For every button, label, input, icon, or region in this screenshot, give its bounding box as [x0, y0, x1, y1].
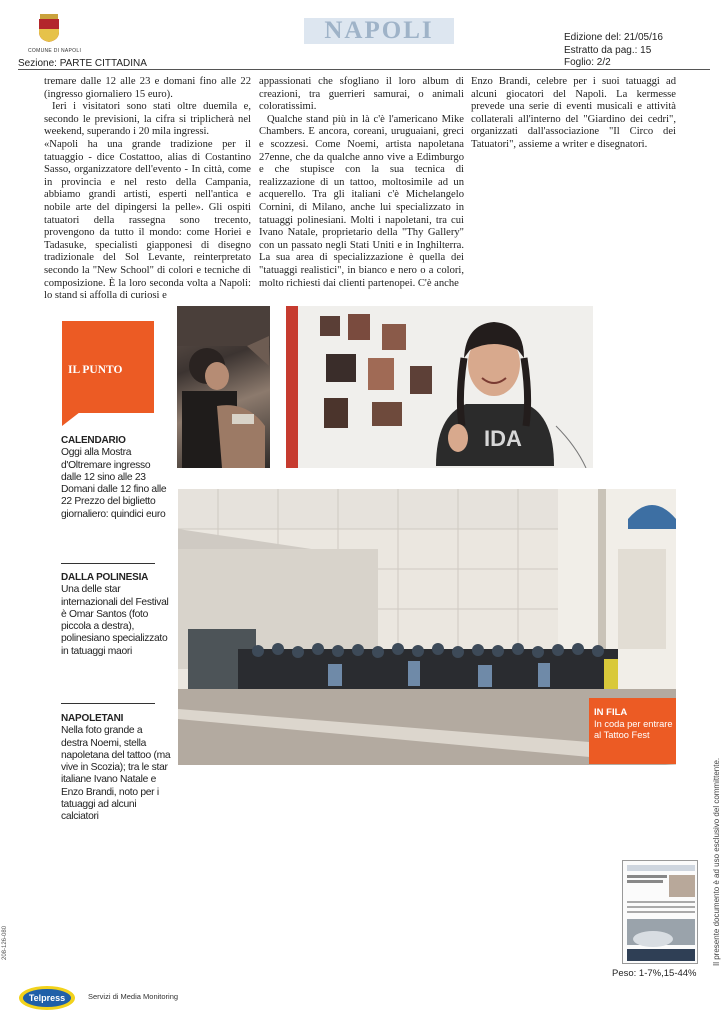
sidebar-text: Una delle star internazionali del Festival è Omar Santos (foto piccola a destra), polinesiano specializzato in tatuaggi maori: [61, 584, 169, 657]
sidebar-divider: [61, 563, 155, 564]
sidebar-section-polinesia: [61, 572, 171, 658]
sidebar-section-calendario: [61, 435, 171, 521]
masthead-title: NAPOLI: [324, 17, 434, 44]
sidebar-heading: DALLA POLINESIA: [61, 572, 149, 583]
article-paragraph: «Napoli ha una grande tradizione per il tatuaggio - dice Costattoo, alias di Costantino Sasso, organizzatore dell'evento - In città, come in provincia e nel resto della Campania, abbiamo grandi artisti, esperti nell'antica e nobile arte del dipingersi la pelle». Gli ospiti tatuatori della rassegna sono trecento, provengono da tutto il mondo: come Horiei e Tadasuke, specialisti giapponesi di disegno tradizionale del Sol Levante, reinterpretato secondo la "New School" di colori e tecniche di composizione. È la loro seconda volta a Napoli: lo stand si affolla di curiosi e: [44, 138, 251, 302]
article-paragraph: Qualche stand più in là c'è l'americano Mike Chambers. E ancora, coreani, uruguaiani, greci e scozzesi. Come Noemi, artista napoletana 27enne, che da qualche anno vive a Edimburgo e che stupisce con la sua tecnica di realizzazione di un tattoo, moltosimile ad un acquerello. Tra gli italiani c'è Michelangelo Cornini, di Milano, anche lui specializzato in tatuaggi polinesiani. Molti i napoletani, tra cui Ivano Natale, proprietario della "Thy Gallery" con un passato negli Stati Uniti e in Inghilterra. La sua area di specializzazione è quella dei "tatuaggi realistici", in bianco e nero o a colori, molto richiesti dai clienti partenopei. C'è anche: [259, 113, 464, 289]
telpress-logo-icon: [18, 985, 76, 1011]
sidebar-divider: [61, 703, 155, 704]
photo-tattoo-artist: [177, 306, 270, 468]
article-column-1: [44, 76, 251, 303]
weight-label: Peso: 1-7%,15-44%: [612, 968, 697, 979]
article-paragraph: tremare dalle 12 alle 23 e domani fino alle 22 (ingresso giornaliero 15 euro).: [44, 76, 251, 100]
page-header: [18, 8, 710, 70]
shirt-text: IDA: [484, 426, 522, 451]
article-column-3: [471, 76, 676, 152]
il-punto-box-tail: [62, 412, 80, 426]
photo-caption-title: IN FILA: [594, 707, 628, 718]
tattoo-artist-illustration: [177, 306, 270, 468]
sidebar-section-napoletani: [61, 713, 171, 824]
article-paragraph: Ieri i visitatori sono stati oltre duemila e, secondo le previsioni, la cifra si triplicherà nel weekend, superando i 20 mila ingressi.: [44, 101, 251, 138]
article-column-2: [259, 76, 464, 290]
sidebar-heading: CALENDARIO: [61, 435, 126, 446]
noemi-illustration: [286, 306, 593, 468]
sidebar-text: Nella foto grande a destra Noemi, stella napoletana del tattoo (ma vive in Scozia); tra le star italiane Ivano Natale e Enzo Brandi, noto per i tatuaggi ad alcuni calciatori: [61, 725, 171, 823]
footer-service-text: Servizi di Media Monitoring: [88, 992, 179, 1001]
sidebar-text: Oggi alla Mostra d'Oltremare ingresso dalle 12 sino alle 23 Domani dalle 12 fino alle 22 Prezzo del biglietto giornaliero: quindici euro: [61, 447, 167, 520]
city-crest-icon: [38, 14, 60, 42]
document-code: 208-126-080: [2, 925, 8, 960]
photo-noemi: [286, 306, 593, 468]
il-punto-title: IL PUNTO: [68, 364, 123, 376]
crest-caption: COMUNE DI NAPOLI: [28, 48, 82, 54]
sidebar-heading: NAPOLETANI: [61, 713, 124, 724]
usage-note: Il presente documento è ad uso esclusivo del committente.: [712, 757, 721, 966]
logo-text: Telpress: [28, 993, 66, 1003]
edition-date: Edizione del: 21/05/16: [564, 32, 663, 43]
edition-meta: [564, 32, 704, 70]
page-thumbnail-preview: [623, 861, 698, 964]
extract-page: Estratto da pag.: 15: [564, 44, 652, 56]
photo-caption-text: In coda per entrare al Tattoo Fest: [594, 719, 673, 740]
page-thumbnail: [622, 860, 698, 964]
sheet-number: Foglio: 2/2: [564, 57, 611, 68]
article-paragraph: appassionati che sfogliano il loro album di creazioni, tra guerrieri samurai, o animali coloratissimi.: [259, 76, 464, 113]
article-paragraph: Enzo Brandi, celebre per i suoi tatuaggi ad alcuni giocatori del Napoli. La kermesse prevede una serie di eventi musicali e attività collaterali all'interno del "Giardino dei cedri", organizzati dall'associazione "Il Circo dei Tatuatori", assieme a writer e disegnatori.: [471, 76, 676, 150]
section-label: Sezione: PARTE CITTADINA: [18, 58, 147, 69]
masthead-logo: [304, 18, 454, 44]
